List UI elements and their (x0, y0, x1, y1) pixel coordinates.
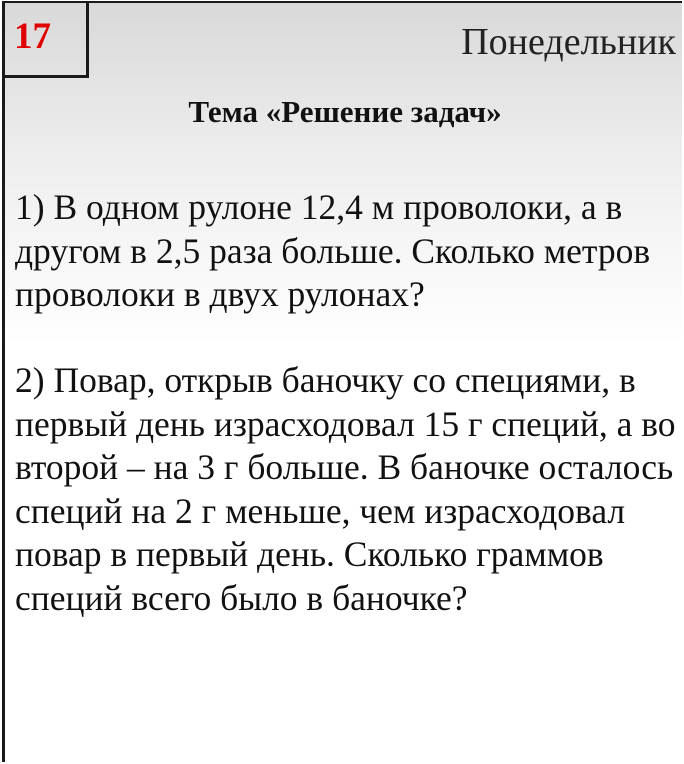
lesson-number: 17 (14, 16, 51, 57)
problem-2: 2) Повар, открыв баночку со специями, в первый день израсходовал 15 г специй, а во второй – на 3 г больше. В баночке осталось специй на 2 г меньше, чем израсходовал повар в первый день. Сколько граммов специй всего было в баночке? (15, 360, 676, 618)
slide (2, 1, 682, 762)
topic-title: Тема «Решение задач» (188, 94, 502, 129)
lesson-number-box (4, 2, 89, 78)
problem-1: 1) В одном рулоне 12,4 м проволоки, а в другом в 2,5 раза больше. Сколько метров проволоки в двух рулонах? (15, 187, 651, 314)
day-label: Понедельник (461, 21, 676, 63)
